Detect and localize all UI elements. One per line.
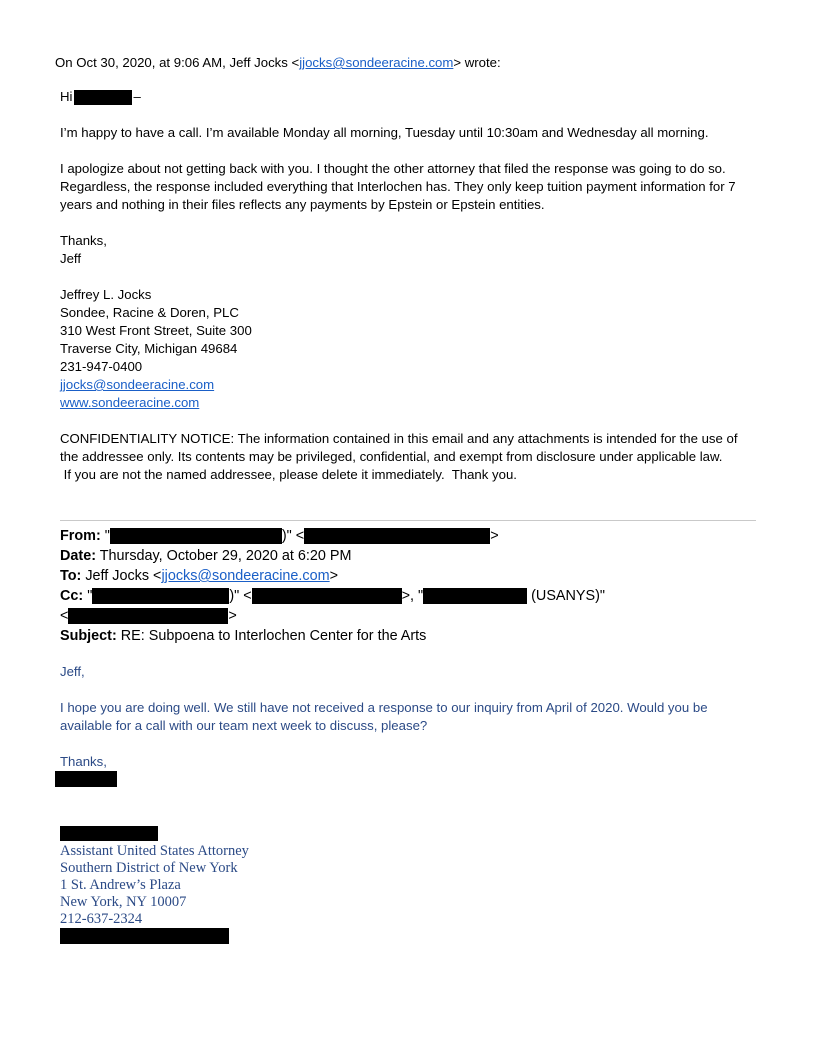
redaction (110, 528, 282, 544)
redaction (74, 90, 132, 105)
original-closing: Thanks, (60, 754, 107, 769)
greeting (60, 88, 141, 106)
to-label: To: (60, 568, 82, 584)
signature-line: Sondee, Racine & Doren, PLC (60, 305, 239, 320)
notice-line: the addressee only. Its contents may be privileged, confidential, and exempt from disclosure under applicable law. (60, 449, 723, 464)
cc-usanys: (USANYS)" (531, 588, 606, 604)
redaction (423, 588, 527, 604)
redaction (92, 588, 229, 604)
reply-para1: I’m happy to have a call. I’m available Monday all morning, Tuesday until 10:30am and Wednesday all morning. (60, 125, 709, 140)
aus-signature-line: New York, NY 10007 (60, 894, 187, 910)
redaction (60, 928, 229, 944)
reply-closing: Thanks, (60, 233, 107, 248)
from-label: From: (60, 528, 101, 544)
signature-line: Jeffrey L. Jocks (60, 287, 152, 302)
attribution-prefix: On Oct 30, 2020, at 9:06 AM, Jeff Jocks < (55, 55, 300, 70)
to-line: To: Jeff Jocks <jjocks@sondeeracine.com> (60, 568, 339, 584)
subject-line (60, 626, 426, 646)
reply-para2-line: Regardless, the response included everything that Interlochen has. They only keep tuition payment information for 7 (60, 179, 736, 194)
date-line (60, 546, 351, 566)
attribution-email-link[interactable]: jjocks@sondeeracine.com (299, 55, 454, 70)
notice-line: CONFIDENTIALITY NOTICE: The information contained in this email and any attachments is intended for the use of (60, 431, 738, 446)
reply-closing-name: Jeff (60, 251, 82, 266)
to-email-link[interactable]: jjocks@sondeeracine.com (161, 568, 330, 584)
to-name: Jeff Jocks < (85, 568, 162, 584)
reply-para2-line: years and nothing in their files reflects any payments by Epstein or Epstein entities. (60, 197, 545, 212)
signature-line: 310 West Front Street, Suite 300 (60, 323, 252, 338)
redaction (252, 588, 402, 604)
aus-signature-line: Southern District of New York (60, 860, 238, 876)
divider (60, 520, 756, 521)
original-body-line: available for a call with our team next week to discuss, please? (60, 718, 428, 733)
signature-line: Traverse City, Michigan 49684 (60, 341, 238, 356)
aus-signature-line: Assistant United States Attorney (60, 843, 249, 859)
cc-line-cont: < > (60, 608, 237, 624)
aus-signature-line: 212-637-2324 (60, 911, 143, 927)
subject-label: Subject: (60, 628, 117, 644)
redaction (55, 771, 117, 787)
subject-value: RE: Subpoena to Interlochen Center for the Arts (120, 628, 427, 644)
signature-web-link[interactable]: www.sondeeracine.com (60, 395, 200, 410)
date-label: Date: (60, 548, 96, 564)
signature-email-link[interactable]: jjocks@sondeeracine.com (60, 377, 215, 392)
cc-label: Cc: (60, 588, 84, 604)
greeting-dash: – (133, 89, 141, 104)
attribution-suffix: > wrote: (453, 55, 501, 70)
signature-line: 231-947-0400 (60, 359, 143, 374)
attribution-line (55, 54, 501, 72)
original-greeting: Jeff, (60, 664, 85, 679)
date-value: Thursday, October 29, 2020 at 6:20 PM (99, 548, 352, 564)
aus-signature-line: 1 St. Andrew’s Plaza (60, 877, 181, 893)
reply-para2-line: I apologize about not getting back with you. I thought the other attorney that filed the response was going to do so. (60, 161, 726, 176)
from-line: From: " )" < > (60, 528, 499, 544)
cc-line: Cc: " )" < >, " (USANYS)" (60, 588, 606, 604)
redaction (304, 528, 490, 544)
redaction (60, 826, 158, 841)
redaction (68, 608, 228, 624)
original-body-line: I hope you are doing well. We still have not received a response to our inquiry from April of 2020. Would you be (60, 700, 708, 715)
notice-line: If you are not the named addressee, please delete it immediately. Thank you. (60, 467, 517, 482)
greeting-text: Hi (60, 89, 73, 104)
